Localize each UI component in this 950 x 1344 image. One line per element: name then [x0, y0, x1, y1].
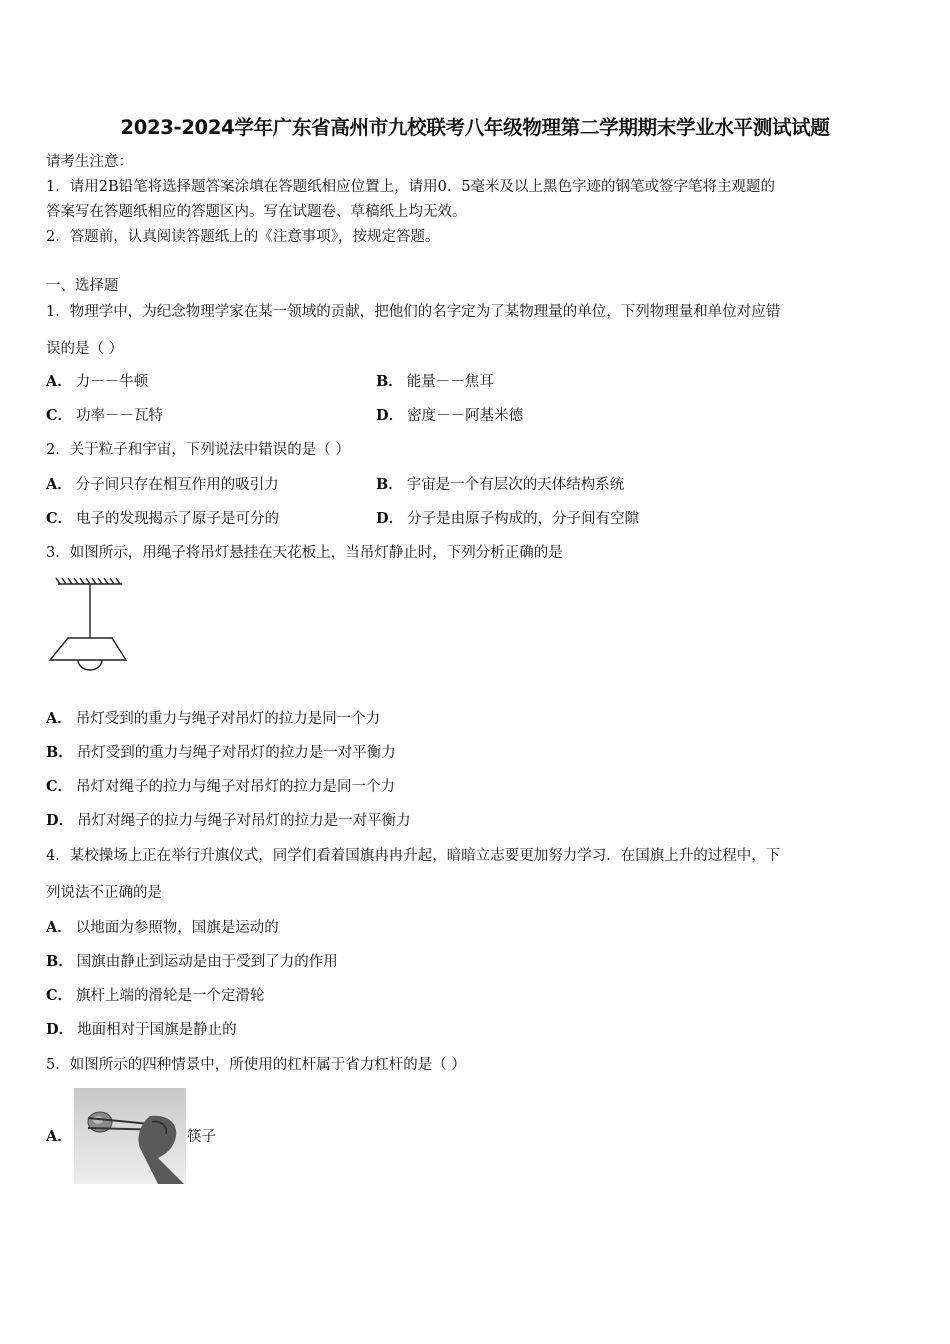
option-label: B．	[46, 953, 73, 970]
option-label: C．	[46, 510, 73, 527]
q2-option-b[interactable]	[376, 475, 624, 495]
option-label: B．	[376, 476, 403, 493]
q3-stem: 3．如图所示，用绳子将吊灯悬挂在天花板上，当吊灯静止时，下列分析正确的是	[46, 545, 563, 561]
option-label: D．	[46, 1021, 74, 1038]
q5-stem: 5．如图所示的四种情景中，所使用的杠杆属于省力杠杆的是（ ）	[46, 1057, 466, 1073]
option-text: 分子是由原子构成的，分子间有空隙	[407, 511, 640, 527]
option-text: 能量－－焦耳	[406, 374, 494, 390]
option-label: D．	[46, 812, 74, 829]
option-label: A．	[46, 476, 72, 493]
q4-stem-line1: 4．某校操场上正在举行升旗仪式，同学们看着国旗冉冉升起，暗暗立志要更加努力学习．在国旗上升的过程中，下	[46, 848, 781, 864]
option-text: 吊灯受到的重力与绳子对吊灯的拉力是一对平衡力	[76, 745, 396, 761]
q5-option-a[interactable]	[46, 1127, 76, 1147]
option-label: C．	[46, 407, 73, 424]
q4-option-c[interactable]	[46, 986, 265, 1006]
q4-stem-line2: 列说法不正确的是	[46, 885, 162, 901]
q2-option-c[interactable]	[46, 509, 279, 529]
option-text: 吊灯对绳子的拉力与绳子对吊灯的拉力是一对平衡力	[77, 813, 411, 829]
q3-option-c[interactable]	[46, 777, 395, 797]
option-text: 以地面为参照物，国旗是运动的	[75, 920, 279, 936]
notice-item-2: 2．答题前，认真阅读答题纸上的《注意事项》，按规定答题。	[46, 229, 440, 245]
q2-option-d[interactable]	[376, 509, 639, 529]
option-label: A．	[46, 919, 72, 936]
hanging-lamp-figure	[46, 576, 130, 676]
option-text: 力－－牛顿	[75, 374, 149, 390]
notice-heading: 请考生注意：	[46, 154, 133, 170]
option-text: 密度－－阿基米德	[407, 408, 524, 424]
q2-stem: 2．关于粒子和宇宙，下列说法中错误的是（ ）	[46, 442, 350, 458]
option-label: B．	[46, 744, 73, 761]
option-text: 国旗由静止到运动是由于受到了力的作用	[76, 954, 338, 970]
q1-option-c[interactable]	[46, 406, 163, 426]
q5-option-a-text: 筷子	[187, 1129, 216, 1145]
option-label: C．	[46, 778, 73, 795]
chopsticks-photo	[74, 1088, 186, 1184]
q4-option-d[interactable]	[46, 1020, 237, 1040]
q1-stem-line2: 误的是（ ）	[46, 341, 124, 357]
q3-option-b[interactable]	[46, 743, 396, 763]
q1-option-b[interactable]	[376, 372, 494, 392]
option-text: 功率－－瓦特	[76, 408, 164, 424]
q1-option-a[interactable]	[46, 372, 148, 392]
q4-option-a[interactable]	[46, 918, 279, 938]
option-label: D．	[376, 510, 404, 527]
option-label: B．	[376, 373, 403, 390]
option-text: 宇宙是一个有层次的天体结构系统	[406, 477, 625, 493]
option-text: 分子间只存在相互作用的吸引力	[75, 477, 279, 493]
option-label: C．	[46, 987, 73, 1004]
option-text: 吊灯对绳子的拉力与绳子对吊灯的拉力是同一个力	[76, 779, 396, 795]
option-label: A．	[46, 710, 72, 727]
option-text: 吊灯受到的重力与绳子对吊灯的拉力是同一个力	[75, 711, 381, 727]
option-label: D．	[376, 407, 404, 424]
option-label: A．	[46, 1128, 72, 1145]
notice-item-1: 1．请用2B铅笔将选择题答案涂填在答题纸相应位置上，请用0．5毫米及以上黑色字迹的钢笔或签字笔将主观题的	[46, 179, 776, 195]
q2-option-a[interactable]	[46, 475, 279, 495]
option-label: A．	[46, 373, 72, 390]
section-heading: 一、选择题	[46, 278, 119, 294]
option-text: 旗杆上端的滑轮是一个定滑轮	[76, 988, 265, 1004]
option-text: 地面相对于国旗是静止的	[77, 1022, 237, 1038]
q1-stem-line1: 1．物理学中，为纪念物理学家在某一领域的贡献，把他们的名字定为了某物理量的单位，下列物理量和单位对应错	[46, 304, 781, 320]
q3-option-a[interactable]	[46, 709, 380, 729]
q3-option-d[interactable]	[46, 811, 411, 831]
q1-option-d[interactable]	[376, 406, 523, 426]
option-text: 电子的发现揭示了原子是可分的	[76, 511, 280, 527]
page-title: 2023-2024学年广东省高州市九校联考八年级物理第二学期期末学业水平测试试题	[120, 116, 830, 139]
notice-item-1-cont: 答案写在答题纸相应的答题区内。写在试题卷、草稿纸上均无效。	[46, 204, 467, 220]
q4-option-b[interactable]	[46, 952, 338, 972]
